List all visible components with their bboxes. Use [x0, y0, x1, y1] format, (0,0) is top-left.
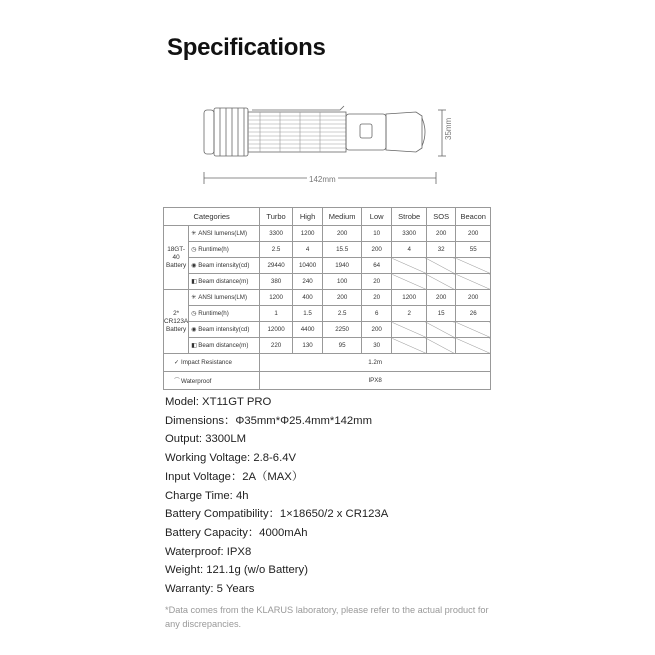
value-cell: 29440 [260, 258, 293, 274]
empty-cell [392, 338, 427, 354]
spec-line: Dimensions：Φ35mm*Φ25.4mm*142mm [165, 414, 372, 427]
waterproof-label-cell [164, 372, 260, 390]
row-label-cell [189, 338, 260, 354]
empty-cell [426, 274, 455, 290]
table-row [164, 242, 491, 258]
value-cell: 200 [323, 290, 362, 306]
value-cell: 55 [456, 242, 491, 258]
value-cell: 240 [292, 274, 322, 290]
value-cell: 1200 [260, 290, 293, 306]
spec-line: Model: XT11GT PRO [165, 396, 272, 408]
header-strobe: Strobe [392, 208, 427, 226]
value-cell: 200 [456, 226, 491, 242]
value-cell: 2250 [323, 322, 362, 338]
value-cell: 10 [361, 226, 391, 242]
value-cell: 1.5 [292, 306, 322, 322]
spec-list [165, 393, 388, 599]
row-label: Beam intensity(cd) [198, 262, 250, 269]
value-cell: 26 [456, 306, 491, 322]
value-cell: 20 [361, 274, 391, 290]
value-cell: 200 [426, 226, 455, 242]
row-label-cell [189, 306, 260, 322]
spec-table [163, 207, 491, 390]
disclaimer-note: *Data comes from the KLARUS laboratory, please refer to the actual product for any discrepancies. [165, 605, 489, 629]
value-cell: 220 [260, 338, 293, 354]
header-medium: Medium [323, 208, 362, 226]
distance-icon: ◧ [191, 343, 197, 349]
table-row [164, 306, 491, 322]
row-label: ANSI lumens(LM) [198, 230, 248, 237]
table-row [164, 274, 491, 290]
empty-cell [456, 274, 491, 290]
value-cell: 1200 [392, 290, 427, 306]
empty-cell [456, 338, 491, 354]
value-cell: 3300 [260, 226, 293, 242]
empty-cell [456, 322, 491, 338]
header-turbo: Turbo [260, 208, 293, 226]
value-cell: 1200 [292, 226, 322, 242]
table-row [164, 226, 491, 242]
row-label: Beam distance(m) [198, 342, 249, 349]
table-row [164, 322, 491, 338]
waterproof-icon: ⌒ [174, 379, 181, 385]
waterproof-row [164, 372, 491, 390]
table-header-row [164, 208, 491, 226]
impact-label: Impact Resistance [181, 359, 232, 366]
empty-cell [426, 322, 455, 338]
empty-cell [392, 274, 427, 290]
value-cell: 32 [426, 242, 455, 258]
value-cell: 3300 [392, 226, 427, 242]
spec-line: Input Voltage：2A（MAX） [165, 470, 304, 483]
lumens-icon: ✳ [191, 295, 197, 301]
lumens-icon: ✳ [191, 231, 197, 237]
intensity-icon: ◉ [191, 327, 197, 333]
row-label-cell [189, 274, 260, 290]
empty-cell [392, 322, 427, 338]
value-cell: 2 [392, 306, 427, 322]
impact-value: 1.2m [260, 354, 491, 372]
row-label: Runtime(h) [198, 246, 229, 253]
impact-icon: ✓ [174, 360, 180, 366]
waterproof-value: IPX8 [260, 372, 491, 390]
distance-icon: ◧ [191, 279, 197, 285]
header-sos: SOS [426, 208, 455, 226]
intensity-icon: ◉ [191, 263, 197, 269]
value-cell: 20 [361, 290, 391, 306]
row-label-cell [189, 258, 260, 274]
spec-line: Output: 3300LM [165, 433, 247, 446]
spec-line: Weight: 121.1g (w/o Battery) [165, 564, 308, 577]
header-low: Low [361, 208, 391, 226]
value-cell: 12000 [260, 322, 293, 338]
spec-line: Working Voltage: 2.8-6.4V [165, 452, 297, 465]
value-cell: 200 [456, 290, 491, 306]
value-cell: 200 [426, 290, 455, 306]
row-label: Runtime(h) [198, 310, 229, 317]
value-cell: 200 [361, 322, 391, 338]
impact-label-cell [164, 354, 260, 372]
empty-cell [426, 338, 455, 354]
row-label: Beam distance(m) [198, 278, 249, 285]
value-cell: 200 [361, 242, 391, 258]
table-row [164, 338, 491, 354]
header-beacon: Beacon [456, 208, 491, 226]
row-label-cell [189, 290, 260, 306]
table-row [164, 258, 491, 274]
value-cell: 1940 [323, 258, 362, 274]
runtime-icon: ◷ [191, 311, 197, 317]
empty-cell [392, 258, 427, 274]
page-title: Specifications [167, 34, 326, 61]
value-cell: 4 [292, 242, 322, 258]
value-cell: 400 [292, 290, 322, 306]
length-dimension-label: 142mm [309, 175, 336, 184]
row-label-cell [189, 226, 260, 242]
row-label: ANSI lumens(LM) [198, 294, 248, 301]
spec-line: Battery Capacity：4000mAh [165, 526, 308, 539]
value-cell: 95 [323, 338, 362, 354]
value-cell: 4 [392, 242, 427, 258]
height-dimension-label: 35mm [444, 117, 453, 140]
value-cell: 30 [361, 338, 391, 354]
row-label: Beam intensity(cd) [198, 326, 250, 333]
waterproof-label: Waterproof [181, 378, 212, 385]
impact-row [164, 354, 491, 372]
spec-line: Waterproof: IPX8 [165, 545, 252, 558]
header-high: High [292, 208, 322, 226]
value-cell: 64 [361, 258, 391, 274]
value-cell: 15 [426, 306, 455, 322]
value-cell: 200 [323, 226, 362, 242]
value-cell: 100 [323, 274, 362, 290]
value-cell: 2.5 [323, 306, 362, 322]
battery-section-label: 2* CR123A Battery [164, 290, 189, 354]
spec-line: Warranty: 5 Years [165, 583, 255, 596]
value-cell: 130 [292, 338, 322, 354]
row-label-cell [189, 322, 260, 338]
battery-section-label: 18GT-40 Battery [164, 226, 189, 290]
table-row [164, 290, 491, 306]
value-cell: 380 [260, 274, 293, 290]
value-cell: 10400 [292, 258, 322, 274]
value-cell: 6 [361, 306, 391, 322]
value-cell: 2.5 [260, 242, 293, 258]
spec-line: Battery Compatibility：1×18650/2 x CR123A [165, 508, 389, 521]
value-cell: 15.5 [323, 242, 362, 258]
header-categories: Categories [164, 208, 260, 226]
runtime-icon: ◷ [191, 247, 197, 253]
spec-line: Charge Time: 4h [165, 489, 249, 502]
empty-cell [456, 258, 491, 274]
value-cell: 4400 [292, 322, 322, 338]
value-cell: 1 [260, 306, 293, 322]
row-label-cell [189, 242, 260, 258]
empty-cell [426, 258, 455, 274]
